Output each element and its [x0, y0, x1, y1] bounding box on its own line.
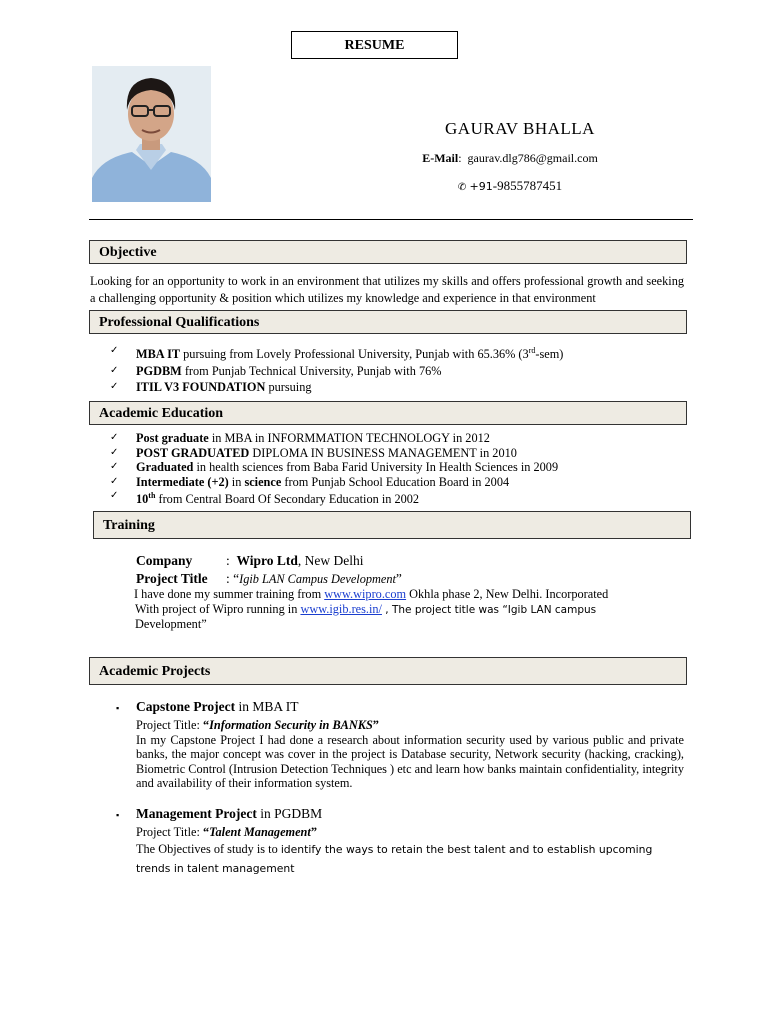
project-title-label: Project Title	[136, 571, 208, 586]
project-1-heading: Capstone Project in MBA IT	[136, 699, 299, 714]
bullet-icon: ▪	[116, 703, 120, 713]
training-company-row: Company : Wipro Ltd, New Delhi	[136, 553, 364, 568]
project-2-heading: Management Project in PGDBM	[136, 806, 323, 821]
project-1-body: Project Title: “Information Security in BANKS” In my Capstone Project I had done a research about information security used by various public and private banks, the major concept was cover in the project is Database security, Network security (hacking, cracking), Biometric Control (Intrusion Detection Techniques ) etc and learn how banks maintain confidentiality, integrity and availability of their information system.	[136, 718, 684, 791]
resume-title: RESUME	[291, 31, 458, 59]
section-academic: Academic Education	[89, 401, 687, 425]
section-objective: Objective	[89, 240, 687, 264]
section-projects: Academic Projects	[89, 657, 687, 685]
phone-icon: ✆	[457, 182, 467, 193]
training-description: I have done my summer training from www.wipro.com Okhla phase 2, New Delhi. Incorporated With project of Wipro running in www.igib.res.in/ , The project title was “Igib LAN campus Development”	[134, 587, 609, 632]
list-item: ✓ ITIL V3 FOUNDATION pursuing	[110, 379, 690, 396]
email-label: E-Mail	[422, 151, 459, 165]
profile-photo	[92, 66, 211, 202]
email-line: E-Mail: gaurav.dlg786@gmail.com	[422, 151, 598, 165]
academic-list	[110, 431, 690, 507]
company-label: Company	[136, 553, 193, 568]
igib-link[interactable]: www.igib.res.in/	[300, 601, 382, 616]
project-1-description: In my Capstone Project I had done a research about information security used by various public and private banks, the major concept was cover in the project is Database security, Network security (hacking, cracking), Biometric Control (Intrusion Detection Techniques ) etc and learn how banks maintain confidentiality, integrity and availability of their information system.	[136, 732, 684, 791]
portrait-image	[92, 66, 211, 202]
header-divider	[89, 219, 693, 220]
project-2-description: identify the ways to retain the best talent and to establish upcoming trends in talent management	[136, 842, 653, 875]
email-value: gaurav.dlg786@gmail.com	[467, 151, 598, 165]
phone-line	[380, 178, 640, 194]
list-item: ✓ Intermediate (+2) in science from Punjab School Education Board in 2004	[110, 475, 690, 490]
wipro-link[interactable]: www.wipro.com	[324, 587, 407, 601]
list-item: ✓ MBA IT pursuing from Lovely Professional University, Punjab with 65.36% (3rd-sem)	[110, 343, 690, 363]
qualifications-list	[110, 343, 690, 396]
bullet-icon: ▪	[116, 810, 120, 820]
section-training: Training	[93, 511, 691, 539]
candidate-name: GAURAV BHALLA	[445, 119, 595, 138]
project-2-body: Project Title: “Talent Management” The Objectives of study is to identify the ways to retain the best talent and to establish upcoming trends in talent management	[136, 825, 653, 875]
section-qualifications: Professional Qualifications	[89, 310, 687, 334]
list-item: ✓ POST GRADUATED DIPLOMA IN BUSINESS MANAGEMENT in 2010	[110, 446, 690, 461]
phone-prefix: +91	[469, 180, 493, 193]
training-project-row: Project Title : “Igib LAN Campus Development”	[136, 571, 402, 586]
company-value: Wipro Ltd	[236, 553, 298, 568]
list-item: ✓ Post graduate in MBA in INFORMMATION TECHNOLOGY in 2012	[110, 431, 690, 446]
project-title-value: Igib LAN Campus Development	[239, 572, 396, 586]
list-item: ✓ PGDBM from Punjab Technical University, Punjab with 76%	[110, 363, 690, 380]
phone-number: -9855787451	[492, 178, 563, 193]
list-item: ✓ 10th from Central Board Of Secondary Education in 2002	[110, 489, 690, 507]
list-item: ✓ Graduated in health sciences from Baba Farid University In Health Sciences in 2009	[110, 460, 690, 475]
objective-text: Looking for an opportunity to work in an environment that utilizes my skills and offers professional growth and seeking a challenging opportunity & position which utilizes my knowledge and experience in that environment	[90, 274, 684, 305]
